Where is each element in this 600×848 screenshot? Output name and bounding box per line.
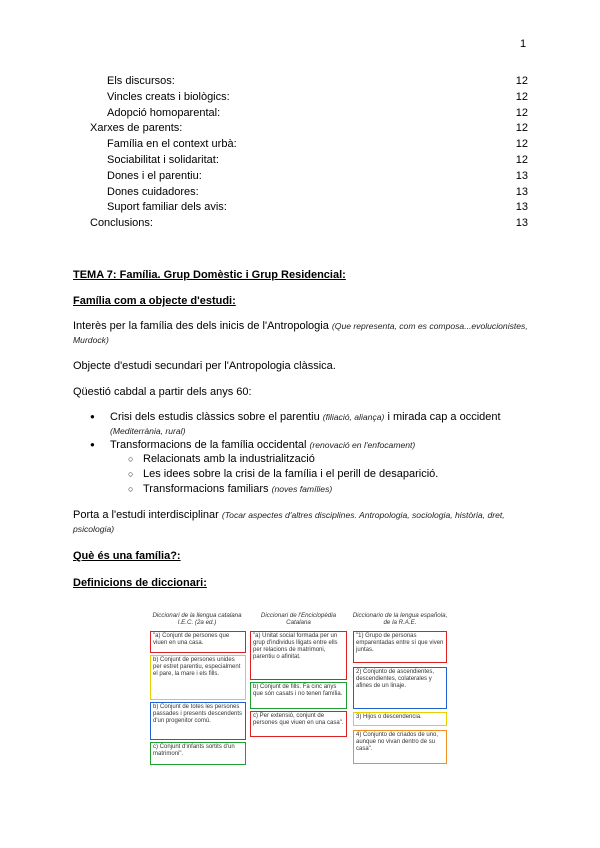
toc-entry[interactable] [0, 169, 600, 185]
bullet-transformacions-note: (renovació en l'enfocament) [309, 440, 416, 450]
figure-col3-def-3: 3) Hijos o descendencia. [353, 712, 447, 726]
toc-entry-label: Dones cuidadores: [107, 185, 199, 198]
document-body [73, 268, 533, 590]
figure-col2-title: Diccionari de l'Enciclopèdia Catalana [260, 612, 337, 626]
section-heading-familia-objecte: Família com a objecte d'estudi: [73, 295, 236, 307]
paragraph-objecte: Objecte d'estudi secundari per l'Antropologia clàssica. [73, 360, 336, 372]
bullet-crisi-text2: i mirada cap a occident [384, 411, 501, 423]
figure-col1-def-b: b) Conjunt de persones unides per estret parentiu, especialment el pare, la mare i els fills. [150, 655, 246, 700]
subbullet-transformacions-note: (noves famílies) [271, 484, 333, 494]
toc-entry-page: 12 [515, 75, 528, 87]
dictionary-definitions-figure [147, 612, 449, 767]
bullet-crisi-note1: (filiació, aliança) [322, 412, 385, 422]
toc-entry-page: 12 [515, 153, 528, 166]
figure-col1-def-b2: b) Conjunt de totes les persones passades i presents descendents d'un progenitor comú. [150, 702, 246, 740]
paragraph-interdisciplinar-note: (Tocar aspectes d'altres disciplines. Antropologia, sociologia, història, dret, psicologia) [73, 510, 505, 534]
toc-entry-label: Vincles creats i biològics: [107, 90, 230, 103]
figure-col3-def-1: "1) Grupo de personas emparentadas entre sí que viven juntas. [353, 631, 447, 663]
toc-entry[interactable] [0, 153, 600, 169]
paragraph-interdisciplinar [73, 508, 533, 536]
paragraph-interes-note: (Que representa, com es composa...evolucionistes, Murdock) [73, 321, 528, 345]
page-number: 1 [520, 38, 527, 50]
toc-entry[interactable] [0, 185, 600, 201]
bullet-crisi-text: Crisi dels estudis clàssics sobre el parentiu [110, 411, 323, 423]
toc-entry[interactable] [0, 216, 600, 232]
bullet-transformacions-text: Transformacions de la família occidental [110, 439, 310, 451]
toc-entry-page: 12 [515, 138, 528, 151]
toc-entry-label: Conclusions: [90, 217, 153, 230]
table-of-contents [0, 74, 600, 232]
toc-entry-page: 13 [515, 201, 528, 214]
subbullet-transformacions-text: Transformacions familiars [143, 483, 272, 495]
figure-col2-def-b: b) Conjunt de fills. Fa cinc anys que són casats i no tenen família. [250, 682, 347, 709]
bullet-crisi [73, 410, 533, 438]
toc-entry-label: Sociabilitat i solidaritat: [107, 153, 219, 166]
toc-entry-page: 13 [515, 217, 528, 230]
figure-col1-def-a: "a) Conjunt de persones que viuen en una casa. [150, 631, 246, 653]
paragraph-interdisciplinar-text: Porta a l'estudi interdisciplinar [73, 509, 222, 521]
figure-col3-title: Diccionario de la lengua española, de la R.A.E. [352, 612, 448, 626]
toc-entry-label: Els discursos: [107, 75, 175, 87]
toc-entry-label: Xarxes de parents: [90, 122, 183, 135]
toc-entry-page: 13 [515, 185, 528, 198]
toc-entry-label: Adopció homoparental: [107, 106, 221, 119]
figure-col2-def-a: "a) Unitat social formada per un grup d'individus lligats entre ells per relacions de matrimoni, parentiu o afinitat. [250, 631, 347, 680]
toc-entry-label: Dones i el parentiu: [107, 169, 202, 182]
toc-entry[interactable] [0, 200, 600, 216]
subbullet-idees: ○ Les idees sobre la crisi de la família i el perill de desaparició. [73, 467, 533, 482]
figure-col2-def-c: c) Per extensió, conjunt de persones que viuen en una casa". [250, 711, 347, 737]
toc-entry-page: 12 [515, 106, 528, 119]
paragraph-interes-text: Interès per la família des dels inicis de l'Antropologia [73, 320, 332, 332]
toc-entry[interactable] [0, 74, 600, 90]
figure-col3-def-4: 4) Conjunto de criados de uno, aunque no vivan dentro de su casa". [353, 730, 447, 764]
toc-entry-page: 12 [515, 90, 528, 103]
figure-col1-title: Diccionari de la llengua catalana I.E.C. (2a ed.) [152, 612, 242, 626]
bullet-list [73, 410, 533, 497]
toc-entry-page: 12 [515, 122, 528, 135]
section-heading-que-es-familia: Què és una família?: [73, 550, 181, 562]
toc-entry[interactable] [0, 121, 600, 137]
toc-entry-label: Suport familiar dels avis: [107, 201, 227, 214]
paragraph-questio: Qüestió cabdal a partir dels anys 60: [73, 386, 252, 398]
figure-col3-def-2: 2) Conjunto de ascendientes, descendientes, colaterales y afines de un linaje. [353, 667, 447, 709]
section-heading-definicions: Definicions de diccionari: [73, 577, 207, 589]
subbullet-industrialitzacio: ○ Relacionats amb la industrialització [73, 452, 533, 467]
tema-title: TEMA 7: Família. Grup Domèstic i Grup Residencial: [73, 269, 346, 281]
paragraph-interes [73, 319, 533, 347]
toc-entry-label: Família en el context urbà: [107, 138, 237, 151]
toc-entry-page: 13 [515, 169, 528, 182]
toc-entry[interactable] [0, 90, 600, 106]
toc-entry[interactable] [0, 137, 600, 153]
bullet-transformacions [73, 438, 533, 452]
bullet-crisi-note2: (Mediterrània, rural) [110, 426, 186, 436]
subbullet-transformacions [73, 482, 533, 497]
toc-entry[interactable] [0, 106, 600, 122]
figure-col1-def-c: c) Conjunt d'infants sortits d'un matrimoni". [150, 742, 246, 765]
